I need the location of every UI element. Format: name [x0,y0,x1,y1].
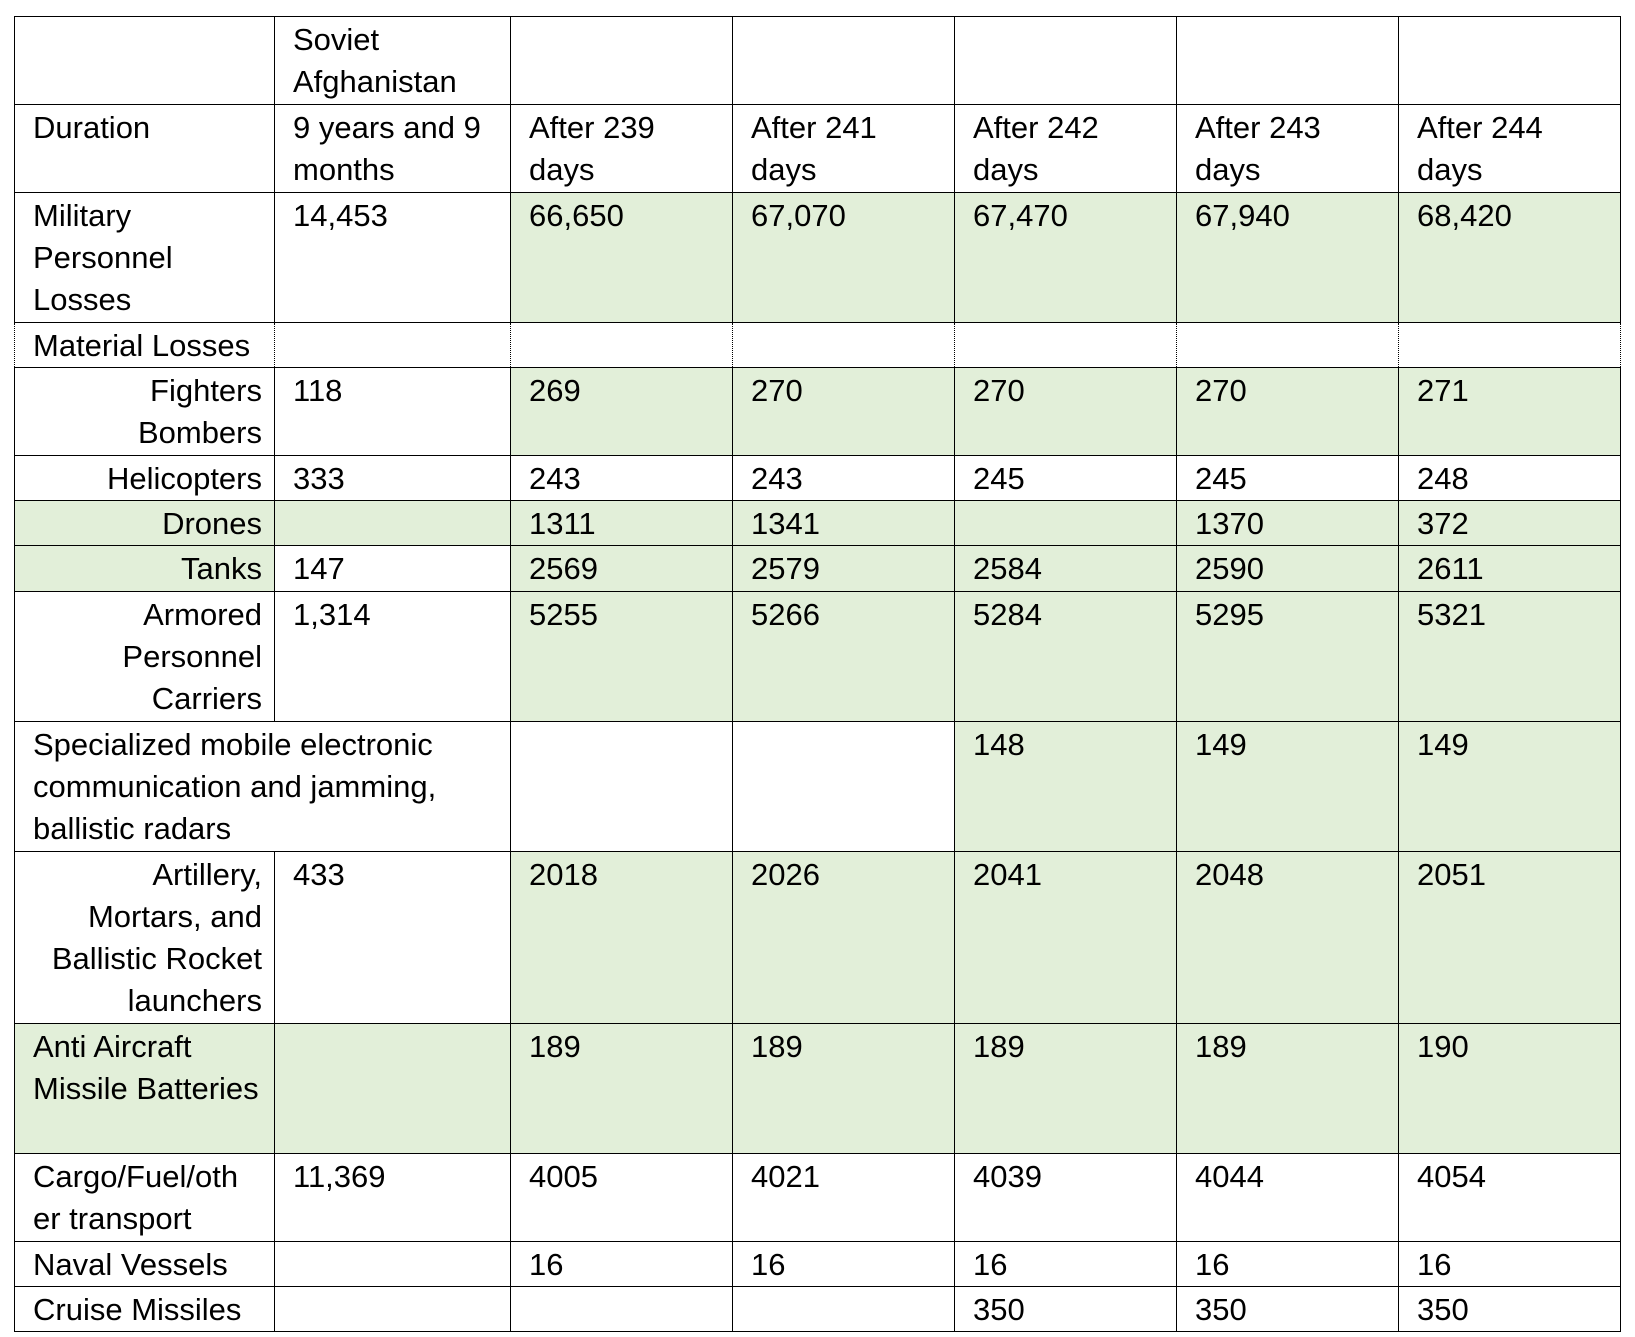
value-cell: 16 [733,1242,955,1287]
value-cell: 433 [275,852,511,1024]
value-cell [1399,323,1621,368]
row-label-cell: Fighters Bombers [15,368,275,456]
value-cell: 5266 [733,592,955,722]
table-header-row [15,17,1621,105]
row-label-cell: Military Personnel Losses [15,193,275,323]
value-cell: 2041 [955,852,1177,1024]
value-cell: 189 [955,1024,1177,1154]
value-cell: After 241 days [733,105,955,193]
value-cell: 68,420 [1399,193,1621,323]
value-cell: 2569 [511,546,733,592]
value-cell: 2611 [1399,546,1621,592]
value-cell: 5295 [1177,592,1399,722]
header-cell-row-label [15,17,275,105]
value-cell: 1311 [511,501,733,546]
value-cell: 16 [511,1242,733,1287]
value-cell: After 243 days [1177,105,1399,193]
value-cell [511,722,733,852]
value-cell: 189 [1177,1024,1399,1154]
value-cell [511,323,733,368]
row-label-cell: Anti Aircraft Missile Batteries [15,1024,275,1154]
table-row-cargo-fuel-transport [15,1154,1621,1242]
value-cell: 149 [1399,722,1621,852]
value-cell: 67,940 [1177,193,1399,323]
value-cell: 4005 [511,1154,733,1242]
table-row-duration [15,105,1621,193]
table-row-cruise-missiles [15,1287,1621,1332]
table-row-specialized-mobile-electronic [15,722,1621,852]
value-cell [275,323,511,368]
row-label-cell: Helicopters [15,456,275,501]
row-label-cell: Artillery, Mortars, and Ballistic Rocket launchers [15,852,275,1024]
table-row-naval-vessels [15,1242,1621,1287]
row-label-cell: Tanks [15,546,275,592]
table-row-helicopters [15,456,1621,501]
value-cell: 5321 [1399,592,1621,722]
value-cell: 270 [955,368,1177,456]
value-cell: 2579 [733,546,955,592]
value-cell: 66,650 [511,193,733,323]
header-cell-col-2 [511,17,733,105]
value-cell: 270 [1177,368,1399,456]
value-cell [275,1287,511,1332]
value-cell: 9 years and 9 months [275,105,511,193]
header-cell-col-6 [1399,17,1621,105]
value-cell: 350 [1177,1287,1399,1332]
row-label-cell: Cruise Missiles [15,1287,275,1332]
row-label-cell: Cargo/Fuel/oth er transport [15,1154,275,1242]
value-cell: 189 [733,1024,955,1154]
value-cell: 245 [1177,456,1399,501]
value-cell: 4054 [1399,1154,1621,1242]
table-row-armored-personnel-carriers [15,592,1621,722]
value-cell: 5284 [955,592,1177,722]
row-label-cell: Specialized mobile electronic communication and jamming, ballistic radars [15,722,511,852]
value-cell: 243 [733,456,955,501]
value-cell: 5255 [511,592,733,722]
value-cell: 147 [275,546,511,592]
row-label-cell: Material Losses [15,323,275,368]
value-cell: After 242 days [955,105,1177,193]
value-cell: 1370 [1177,501,1399,546]
table-row-anti-aircraft-missile-batteries [15,1024,1621,1154]
value-cell [275,501,511,546]
header-cell-col-4 [955,17,1177,105]
value-cell: 269 [511,368,733,456]
value-cell: 1,314 [275,592,511,722]
value-cell [955,501,1177,546]
row-label-cell: Drones [15,501,275,546]
value-cell: 16 [1177,1242,1399,1287]
value-cell: 350 [955,1287,1177,1332]
value-cell [275,1024,511,1154]
row-label-cell: Armored Personnel Carriers [15,592,275,722]
value-cell: 190 [1399,1024,1621,1154]
row-label-cell: Duration [15,105,275,193]
table-row-artillery-mortars-rocket-launchers [15,852,1621,1024]
table-row-tanks [15,546,1621,592]
value-cell: 2584 [955,546,1177,592]
value-cell [733,323,955,368]
row-label-cell: Naval Vessels [15,1242,275,1287]
header-cell-col-3 [733,17,955,105]
value-cell: 2026 [733,852,955,1024]
value-cell [1177,323,1399,368]
value-cell: 2051 [1399,852,1621,1024]
value-cell: 245 [955,456,1177,501]
value-cell: After 239 days [511,105,733,193]
header-cell-col-5 [1177,17,1399,105]
value-cell [275,1242,511,1287]
value-cell: 1341 [733,501,955,546]
value-cell: 4039 [955,1154,1177,1242]
value-cell: 149 [1177,722,1399,852]
value-cell: 2048 [1177,852,1399,1024]
header-cell-soviet-afghanistan: Soviet Afghanistan [275,17,511,105]
value-cell [955,323,1177,368]
table-row-fighters-bombers [15,368,1621,456]
value-cell: 2018 [511,852,733,1024]
value-cell: 271 [1399,368,1621,456]
value-cell: 4021 [733,1154,955,1242]
value-cell: 11,369 [275,1154,511,1242]
losses-comparison-table [14,16,1621,1332]
table-row-drones [15,501,1621,546]
value-cell: 14,453 [275,193,511,323]
value-cell [733,722,955,852]
value-cell [511,1287,733,1332]
value-cell: 4044 [1177,1154,1399,1242]
value-cell [733,1287,955,1332]
value-cell: 67,070 [733,193,955,323]
table-body [15,17,1621,1332]
value-cell: 333 [275,456,511,501]
value-cell: 16 [1399,1242,1621,1287]
value-cell: 189 [511,1024,733,1154]
value-cell: 67,470 [955,193,1177,323]
value-cell: 372 [1399,501,1621,546]
value-cell: 350 [1399,1287,1621,1332]
value-cell: 248 [1399,456,1621,501]
value-cell: 148 [955,722,1177,852]
value-cell: After 244 days [1399,105,1621,193]
value-cell: 118 [275,368,511,456]
value-cell: 270 [733,368,955,456]
value-cell: 243 [511,456,733,501]
value-cell: 2590 [1177,546,1399,592]
table-row-military-personnel-losses [15,193,1621,323]
value-cell: 16 [955,1242,1177,1287]
table-row-material-losses [15,323,1621,368]
